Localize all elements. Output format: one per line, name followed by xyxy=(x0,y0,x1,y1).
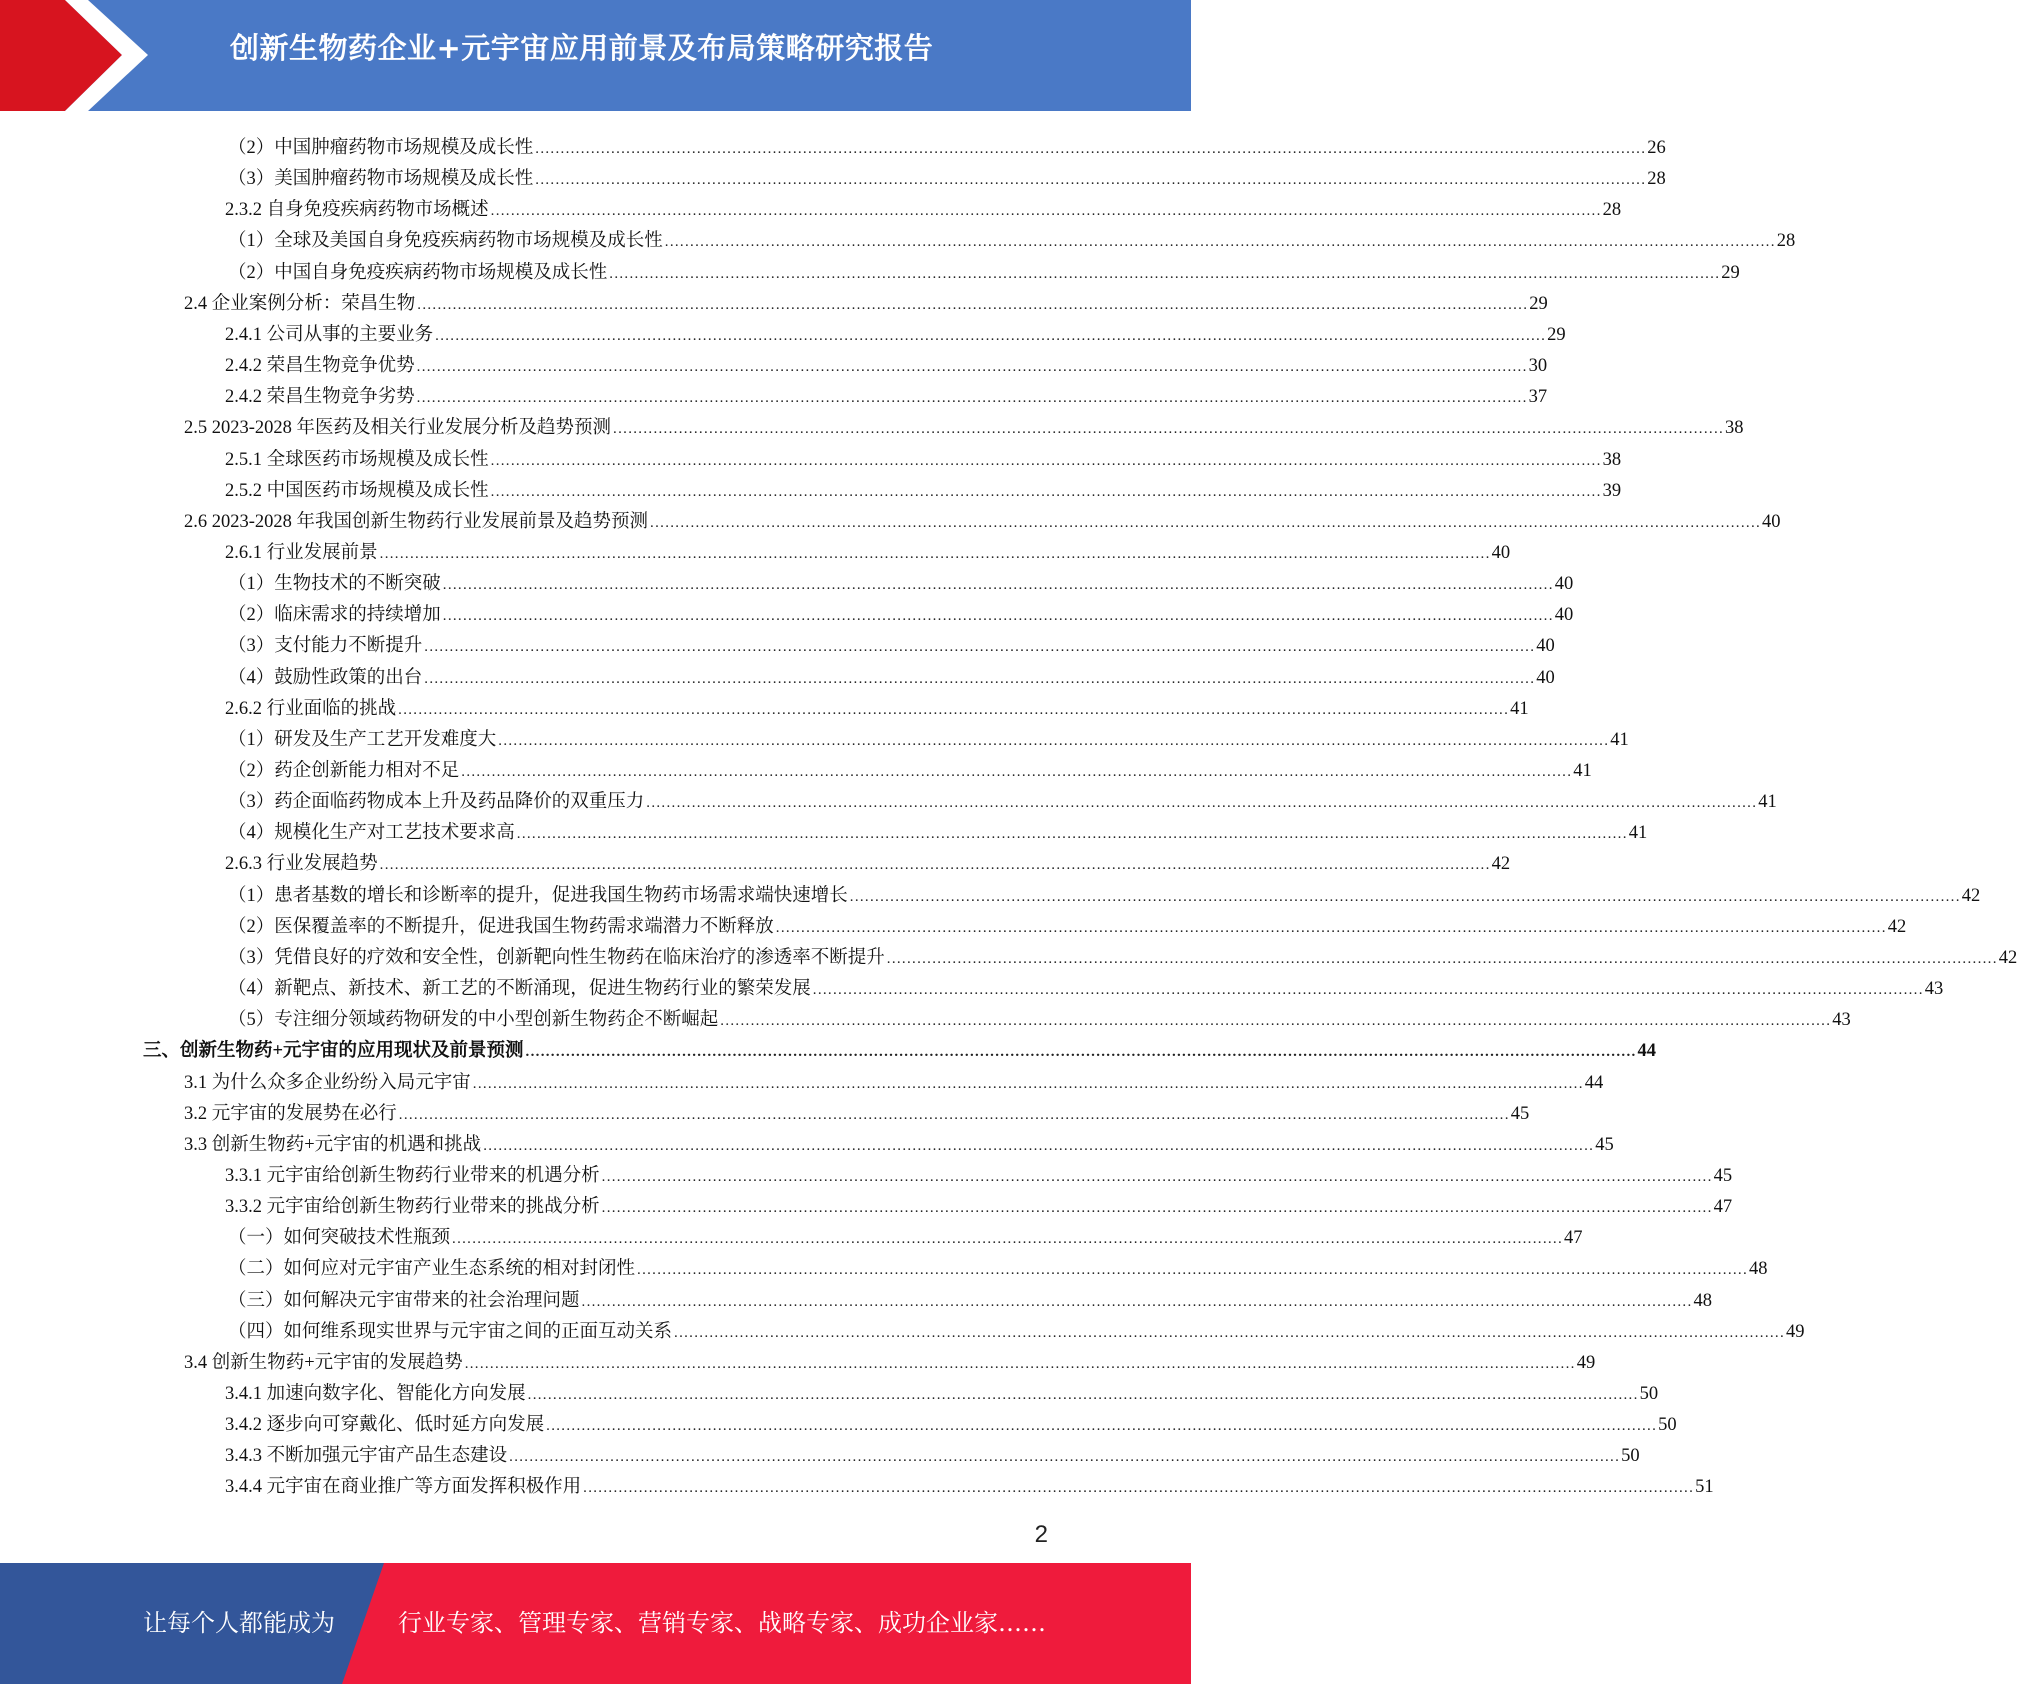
toc-entry-page: 40 xyxy=(1536,668,1555,688)
toc-entry-page: 38 xyxy=(1602,450,1622,470)
toc-leader-dots: ............................................................................................................................................................................................................................ xyxy=(417,297,1529,313)
toc-entry-title: （3）美国肿瘤药物市场规模及成长性 xyxy=(228,169,534,189)
toc-entry-title: 3.4 创新生物药+元宇宙的发展趋势 xyxy=(184,1353,463,1373)
toc-entry-title: 3.3.1 元宇宙给创新生物药行业带来的机遇分析 xyxy=(225,1166,600,1186)
toc-leader-dots: ............................................................................................................................................................................................................................ xyxy=(424,639,1536,655)
toc-entry-page: 50 xyxy=(1621,1446,1640,1466)
toc-entry-page: 50 xyxy=(1658,1415,1677,1435)
toc-entry-page: 28 xyxy=(1602,200,1622,220)
toc-entry-page: 37 xyxy=(1528,387,1548,407)
toc-entry-title: 3.4.4 元宇宙在商业推广等方面发挥积极作用 xyxy=(225,1477,582,1497)
toc-leader-dots: ............................................................................................................................................................................................................................ xyxy=(546,1418,1658,1434)
toc-entry-page: 45 xyxy=(1713,1166,1733,1186)
toc-entry-page: 39 xyxy=(1602,481,1622,501)
toc-entry-title: 三、创新生物药+元宇宙的应用现状及前景预测 xyxy=(143,1041,524,1061)
toc-entry[interactable] xyxy=(225,1467,1714,1498)
toc-entry[interactable] xyxy=(225,346,1548,377)
toc-entry-page: 40 xyxy=(1491,543,1511,563)
toc-entry[interactable] xyxy=(228,595,1574,626)
toc-leader-dots: ............................................................................................................................................................................................................................ xyxy=(609,266,1721,282)
toc-entry[interactable] xyxy=(225,440,1622,471)
toc-leader-dots: ............................................................................................................................................................................................................................ xyxy=(464,1356,1576,1372)
toc-entry[interactable] xyxy=(228,564,1574,595)
toc-entry[interactable] xyxy=(184,502,1781,533)
toc-entry-title: 3.1 为什么众多企业纷纷入局元宇宙 xyxy=(184,1073,471,1093)
toc-entry[interactable] xyxy=(225,844,1511,875)
toc-entry[interactable] xyxy=(225,689,1529,720)
toc-entry-page: 38 xyxy=(1725,418,1744,438)
toc-entry[interactable] xyxy=(228,128,1666,159)
toc-entry[interactable] xyxy=(225,1436,1640,1467)
toc-leader-dots: ............................................................................................................................................................................................................................ xyxy=(583,1480,1695,1496)
toc-entry-page: 48 xyxy=(1749,1259,1768,1279)
page-footer xyxy=(0,1563,1191,1684)
toc-entry-title: 2.4.1 公司从事的主要业务 xyxy=(225,325,434,345)
toc-entry[interactable] xyxy=(225,1187,1733,1218)
toc-leader-dots: ............................................................................................................................................................................................................................ xyxy=(452,1231,1564,1247)
toc-entry-page: 41 xyxy=(1628,823,1648,843)
toc-entry-page: 48 xyxy=(1693,1291,1713,1311)
toc-entry-title: 2.6 2023-2028 年我国创新生物药行业发展前景及趋势预测 xyxy=(184,512,649,532)
toc-leader-dots: ............................................................................................................................................................................................................................ xyxy=(472,1076,1584,1092)
toc-leader-dots: ............................................................................................................................................................................................................................ xyxy=(490,203,1602,219)
toc-entry-title: 3.4.3 不断加强元宇宙产品生态建设 xyxy=(225,1446,508,1466)
toc-entry-page: 28 xyxy=(1647,169,1666,189)
toc-entry[interactable] xyxy=(228,221,1796,252)
toc-entry-title: 2.5.1 全球医药市场规模及成长性 xyxy=(225,450,489,470)
toc-entry[interactable] xyxy=(228,1312,1805,1343)
toc-entry[interactable] xyxy=(228,1249,1768,1280)
toc-entry[interactable] xyxy=(228,1281,1713,1312)
toc-entry-title: 2.4.2 荣昌生物竞争劣势 xyxy=(225,387,415,407)
footer-slogan-right: 行业专家、管理专家、营销专家、战略专家、成功企业家…… xyxy=(398,1609,1046,1637)
toc-entry[interactable] xyxy=(228,813,1648,844)
toc-entry-title: （4）鼓励性政策的出台 xyxy=(228,668,423,688)
toc-entry[interactable] xyxy=(228,1000,1851,1031)
toc-entry-title: 2.6.2 行业面临的挑战 xyxy=(225,699,397,719)
footer-slogan-left: 让每个人都能成为 xyxy=(143,1609,335,1637)
toc-leader-dots: ............................................................................................................................................................................................................................ xyxy=(535,172,1647,188)
toc-entry[interactable] xyxy=(225,190,1622,221)
toc-entry-page: 29 xyxy=(1529,294,1548,314)
toc-entry-page: 51 xyxy=(1695,1477,1714,1497)
toc-entry-title: 2.5 2023-2028 年医药及相关行业发展分析及趋势预测 xyxy=(184,418,612,438)
header-arrow-graphic xyxy=(0,0,150,111)
toc-leader-dots: ............................................................................................................................................................................................................................ xyxy=(527,1387,1639,1403)
toc-entry-page: 40 xyxy=(1554,574,1574,594)
toc-leader-dots: ............................................................................................................................................................................................................................ xyxy=(849,889,1961,905)
toc-entry-page: 42 xyxy=(1887,917,1907,937)
toc-entry-title: （三）如何解决元宇宙带来的社会治理问题 xyxy=(228,1291,580,1311)
toc-entry-page: 44 xyxy=(1584,1073,1604,1093)
toc-entry-title: （3）药企面临药物成本上升及药品降价的双重压力 xyxy=(228,792,645,812)
toc-leader-dots: ............................................................................................................................................................................................................................ xyxy=(398,1107,1510,1123)
toc-entry-page: 42 xyxy=(1491,854,1511,874)
toc-entry-page: 41 xyxy=(1610,730,1629,750)
toc-leader-dots: ............................................................................................................................................................................................................................ xyxy=(416,390,1528,406)
toc-entry[interactable] xyxy=(225,1405,1677,1436)
toc-entry[interactable] xyxy=(228,658,1555,689)
toc-entry[interactable] xyxy=(184,1094,1530,1125)
toc-entry-page: 43 xyxy=(1924,979,1944,999)
toc-entry-title: 3.4.1 加速向数字化、智能化方向发展 xyxy=(225,1384,526,1404)
toc-entry[interactable] xyxy=(184,1343,1596,1374)
toc-entry-page: 44 xyxy=(1637,1041,1657,1061)
toc-entry-title: 2.3.2 自身免疫疾病药物市场概述 xyxy=(225,200,489,220)
toc-entry-page: 26 xyxy=(1647,138,1666,158)
toc-entry-title: 3.3.2 元宇宙给创新生物药行业带来的挑战分析 xyxy=(225,1197,600,1217)
toc-entry-page: 45 xyxy=(1595,1135,1614,1155)
toc-entry-title: 2.6.3 行业发展趋势 xyxy=(225,854,378,874)
toc-entry-title: （2）中国肿瘤药物市场规模及成长性 xyxy=(228,138,534,158)
toc-entry-title: 3.2 元宇宙的发展势在必行 xyxy=(184,1104,397,1124)
toc-entry[interactable] xyxy=(143,1031,1657,1062)
toc-leader-dots: ............................................................................................................................................................................................................................ xyxy=(483,1138,1595,1154)
toc-entry[interactable] xyxy=(228,720,1629,751)
toc-leader-dots: ............................................................................................................................................................................................................................ xyxy=(516,826,1628,842)
toc-leader-dots: ............................................................................................................................................................................................................................ xyxy=(664,234,1776,250)
toc-entry[interactable] xyxy=(228,907,1907,938)
toc-entry-page: 29 xyxy=(1547,325,1566,345)
page-number: 2 xyxy=(1034,1521,1048,1548)
toc-leader-dots: ............................................................................................................................................................................................................................ xyxy=(398,702,1510,718)
toc-entry-title: （4）规模化生产对工艺技术要求高 xyxy=(228,823,515,843)
toc-entry[interactable] xyxy=(228,626,1555,657)
toc-entry-title: （2）临床需求的持续增加 xyxy=(228,605,441,625)
toc-entry-page: 41 xyxy=(1573,761,1592,781)
toc-entry-title: （1）患者基数的增长和诊断率的提升，促进我国生物药市场需求端快速增长 xyxy=(228,886,848,906)
toc-entry-title: 2.5.2 中国医药市场规模及成长性 xyxy=(225,481,489,501)
toc-entry[interactable] xyxy=(228,782,1777,813)
toc-entry[interactable] xyxy=(225,471,1622,502)
toc-entry-page: 47 xyxy=(1564,1228,1583,1248)
toc-entry[interactable] xyxy=(184,408,1744,439)
toc-entry-page: 42 xyxy=(1998,948,2017,968)
toc-leader-dots: ............................................................................................................................................................................................................................ xyxy=(498,733,1610,749)
toc-leader-dots: ............................................................................................................................................................................................................................ xyxy=(379,857,1491,873)
toc-entry-page: 29 xyxy=(1721,263,1740,283)
toc-entry-page: 45 xyxy=(1510,1104,1530,1124)
toc-entry[interactable] xyxy=(228,876,1981,907)
toc-entry[interactable] xyxy=(228,751,1592,782)
toc-entry[interactable] xyxy=(225,1374,1659,1405)
toc-leader-dots: ............................................................................................................................................................................................................................ xyxy=(886,951,1998,967)
toc-entry-title: （4）新靶点、新技术、新工艺的不断涌现，促进生物药行业的繁荣发展 xyxy=(228,979,811,999)
toc-leader-dots: ............................................................................................................................................................................................................................ xyxy=(490,453,1602,469)
toc-entry-title: （1）生物技术的不断突破 xyxy=(228,574,441,594)
toc-entry[interactable] xyxy=(184,1063,1604,1094)
toc-entry-title: （3）凭借良好的疗效和安全性，创新靶向性生物药在临床治疗的渗透率不断提升 xyxy=(228,948,885,968)
toc-entry-title: （2）药企创新能力相对不足 xyxy=(228,761,460,781)
toc-leader-dots: ............................................................................................................................................................................................................................ xyxy=(601,1200,1713,1216)
toc-entry-page: 41 xyxy=(1510,699,1529,719)
toc-leader-dots: ............................................................................................................................................................................................................................ xyxy=(650,515,1762,531)
toc-leader-dots: ............................................................................................................................................................................................................................ xyxy=(775,920,1887,936)
toc-entry-title: （3）支付能力不断提升 xyxy=(228,636,423,656)
toc-entry-title: （1）全球及美国自身免疫疾病药物市场规模及成长性 xyxy=(228,231,663,251)
toc-entry-title: （2）医保覆盖率的不断提升，促进我国生物药需求端潜力不断释放 xyxy=(228,917,774,937)
toc-entry-page: 28 xyxy=(1776,231,1796,251)
toc-leader-dots: ............................................................................................................................................................................................................................ xyxy=(535,141,1647,157)
toc-entry-title: 2.4.2 荣昌生物竞争优势 xyxy=(225,356,415,376)
toc-leader-dots: ............................................................................................................................................................................................................................ xyxy=(416,359,1528,375)
toc-entry-page: 30 xyxy=(1528,356,1548,376)
toc-entry-page: 40 xyxy=(1554,605,1574,625)
toc-entry-title: （四）如何维系现实世界与元宇宙之间的正面互动关系 xyxy=(228,1322,673,1342)
toc-leader-dots: ............................................................................................................................................................................................................................ xyxy=(435,328,1547,344)
toc-entry[interactable] xyxy=(228,253,1740,284)
toc-leader-dots: ............................................................................................................................................................................................................................ xyxy=(581,1294,1693,1310)
toc-entry-page: 47 xyxy=(1713,1197,1733,1217)
toc-entry-title: （5）专注细分领域药物研发的中小型创新生物药企不断崛起 xyxy=(228,1010,719,1030)
toc-entry[interactable] xyxy=(228,1218,1583,1249)
toc-entry-title: （二）如何应对元宇宙产业生态系统的相对封闭性 xyxy=(228,1259,636,1279)
toc-leader-dots: ............................................................................................................................................................................................................................ xyxy=(442,577,1554,593)
toc-entry[interactable] xyxy=(184,284,1548,315)
toc-entry-title: 3.3 创新生物药+元宇宙的机遇和挑战 xyxy=(184,1135,482,1155)
toc-leader-dots: ............................................................................................................................................................................................................................ xyxy=(812,982,1924,998)
toc-entry-page: 43 xyxy=(1832,1010,1851,1030)
toc-entry[interactable] xyxy=(228,938,2017,969)
toc-entry-title: 2.6.1 行业发展前景 xyxy=(225,543,378,563)
toc-entry-page: 42 xyxy=(1961,886,1981,906)
toc-leader-dots: ............................................................................................................................................................................................................................ xyxy=(674,1325,1786,1341)
toc-leader-dots: ............................................................................................................................................................................................................................ xyxy=(525,1044,1637,1060)
toc-entry-page: 41 xyxy=(1758,792,1777,812)
toc-leader-dots: ............................................................................................................................................................................................................................ xyxy=(490,484,1602,500)
toc-entry[interactable] xyxy=(228,159,1666,190)
toc-leader-dots: ............................................................................................................................................................................................................................ xyxy=(601,1169,1713,1185)
toc-entry[interactable] xyxy=(184,1125,1614,1156)
toc-entry-page: 49 xyxy=(1786,1322,1805,1342)
page-header xyxy=(0,0,1191,111)
toc-entry-title: 3.4.2 逐步向可穿戴化、低时延方向发展 xyxy=(225,1415,545,1435)
toc-entry[interactable] xyxy=(228,969,1944,1000)
toc-entry-title: （2）中国自身免疫疾病药物市场规模及成长性 xyxy=(228,263,608,283)
toc-leader-dots: ............................................................................................................................................................................................................................ xyxy=(379,546,1491,562)
toc-leader-dots: ............................................................................................................................................................................................................................ xyxy=(613,421,1725,437)
toc-entry[interactable] xyxy=(225,533,1511,564)
toc-leader-dots: ............................................................................................................................................................................................................................ xyxy=(720,1013,1832,1029)
toc-entry-page: 49 xyxy=(1576,1353,1596,1373)
toc-leader-dots: ............................................................................................................................................................................................................................ xyxy=(461,764,1573,780)
toc-entry-title: （一）如何突破技术性瓶颈 xyxy=(228,1228,451,1248)
toc-entry-page: 40 xyxy=(1536,636,1555,656)
toc-entry[interactable] xyxy=(225,315,1566,346)
toc-entry-title: （1）研发及生产工艺开发难度大 xyxy=(228,730,497,750)
toc-leader-dots: ............................................................................................................................................................................................................................ xyxy=(646,795,1758,811)
toc-entry-page: 50 xyxy=(1639,1384,1659,1404)
toc-leader-dots: ............................................................................................................................................................................................................................ xyxy=(424,671,1536,687)
toc-entry[interactable] xyxy=(225,1156,1733,1187)
report-title: 创新生物药企业+元宇宙应用前景及布局策略研究报告 xyxy=(230,31,934,65)
toc-leader-dots: ............................................................................................................................................................................................................................ xyxy=(637,1262,1749,1278)
toc-entry-page: 40 xyxy=(1762,512,1781,532)
toc-leader-dots: ............................................................................................................................................................................................................................ xyxy=(442,608,1554,624)
toc-entry-title: 2.4 企业案例分析：荣昌生物 xyxy=(184,294,416,314)
toc-leader-dots: ............................................................................................................................................................................................................................ xyxy=(509,1449,1621,1465)
toc-entry[interactable] xyxy=(225,377,1548,408)
